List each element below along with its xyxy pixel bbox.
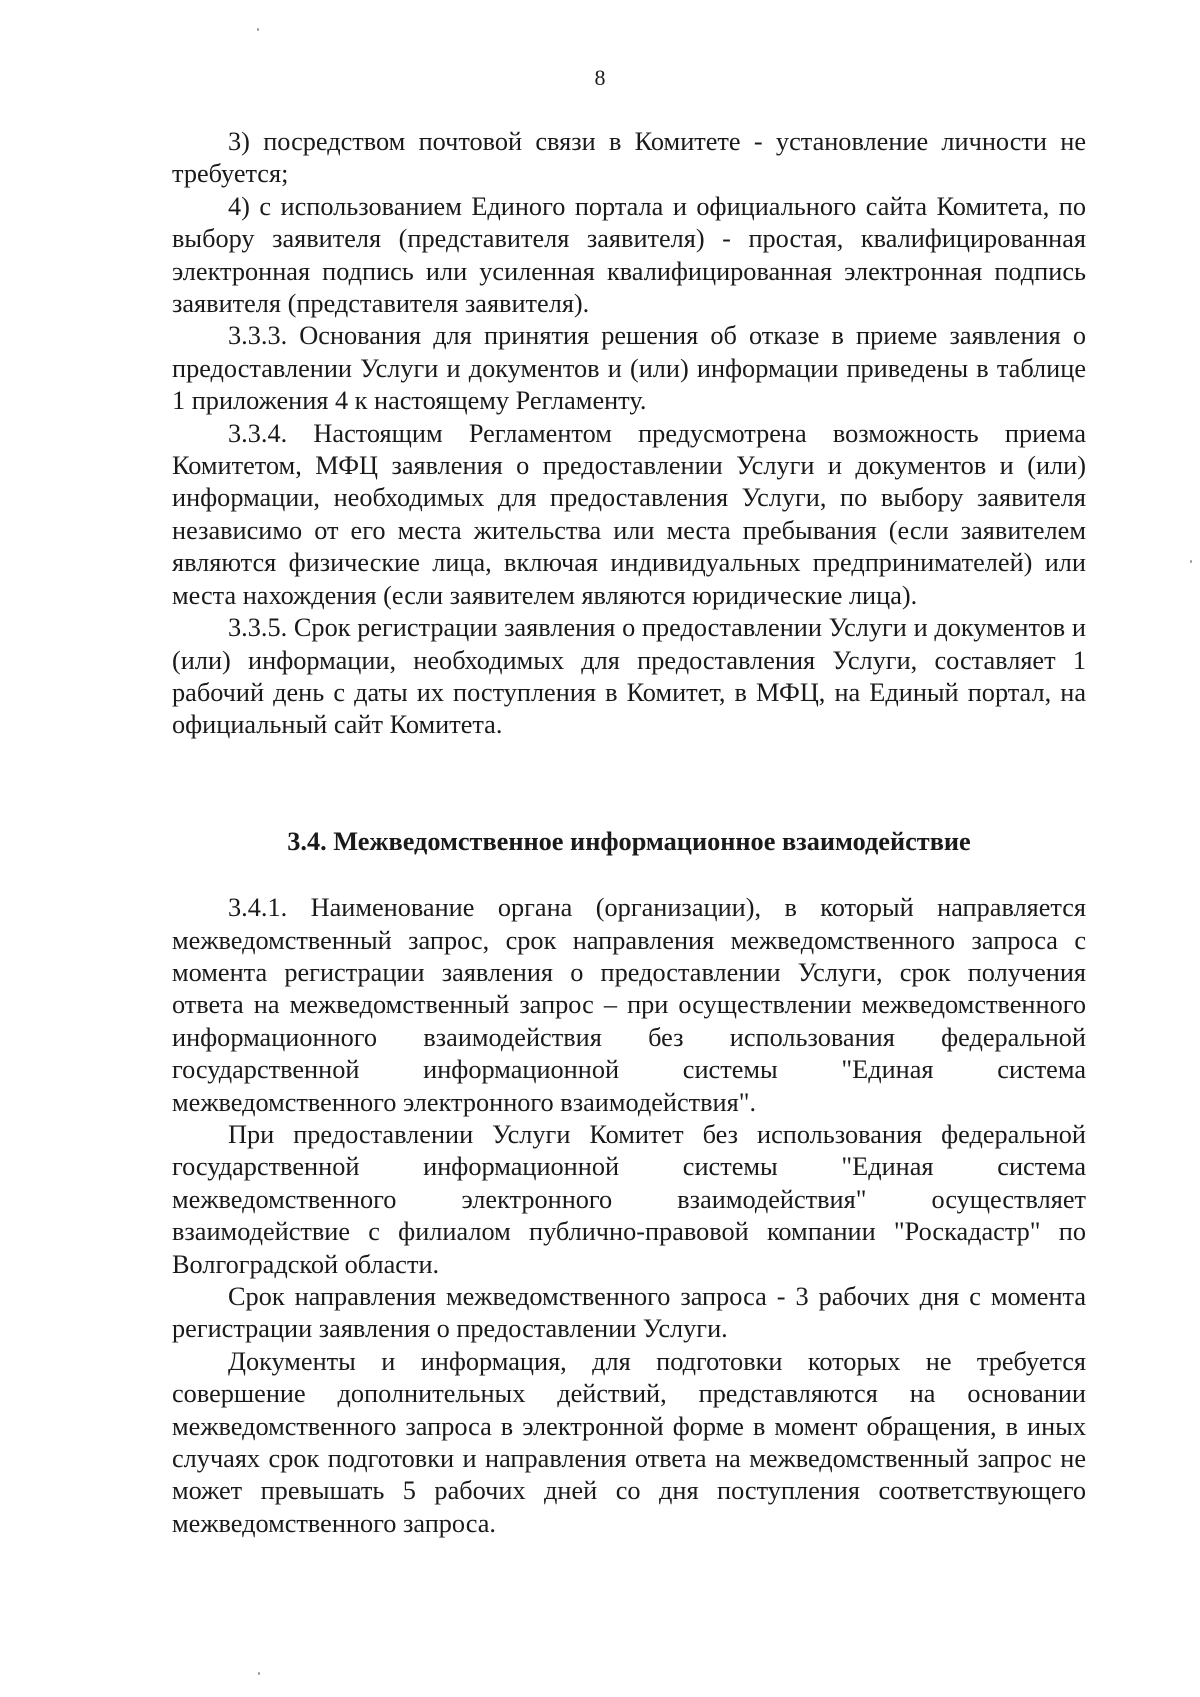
section-heading-3-4: 3.4. Межведомственное информационное взаимодействие xyxy=(287,826,971,856)
paragraph-roskadastr-interaction: При предоставлении Услуги Комитет без использования федеральной государственной информационной системы "Единая система межведомственного электронного взаимодействия" осуществляет взаимодействие с филиалом публично-правовой компании "Роскадастр" по Волгоградской области. xyxy=(172,1119,1086,1279)
scan-speck xyxy=(1190,560,1192,563)
scan-speck xyxy=(257,28,259,31)
paragraph-3-4-1: 3.4.1. Наименование органа (организации), в который направляется межведомственный запрос, срок направления межведомственного запроса с момента регистрации заявления о предоставлении Услуги, срок получения ответа на межведомственный запрос – при осуществлении межведомственного информационного взаимодействия без использования федеральной государственной информационной системы "Единая система межведомственного электронного взаимодействия". xyxy=(172,893,1086,1117)
document-body xyxy=(172,126,1086,1540)
paragraph-3-3-5: 3.3.5. Срок регистрации заявления о предоставлении Услуги и документов и (или) информации, необходимых для предоставления Услуги, составляет 1 рабочий день с даты их поступления в Комитет, в МФЦ, на Единый портал, на официальный сайт Комитета. xyxy=(172,613,1086,740)
paragraph-request-deadline: Срок направления межведомственного запроса - 3 рабочих дня с момента регистрации заявления о предоставлении Услуги. xyxy=(172,1282,1086,1344)
spacer xyxy=(172,742,1086,826)
paragraph-portal-signature: 4) с использованием Единого портала и официального сайта Комитета, по выбору заявителя (представителя заявителя) - простая, квалифицированная электронная подпись или усиленная квалифицированная электронная подпись заявителя (представителя заявителя). xyxy=(172,191,1086,319)
paragraph-3-3-4: 3.3.4. Настоящим Регламентом предусмотрена возможность приема Комитетом, МФЦ заявления о предоставлении Услуги и документов и (или) информации, необходимых для предоставления Услуги, по выбору заявителя независимо от его места жительства или места пребывания (если заявителем являются физические лица, включая индивидуальных предпринимателей) или места нахождения (если заявителем являются юридические лица). xyxy=(172,418,1086,610)
page-number: 8 xyxy=(594,65,606,90)
paragraph-postal-identification: 3) посредством почтовой связи в Комитете - установление личности не требуется; xyxy=(172,127,1086,189)
spacer xyxy=(172,858,1086,892)
paragraph-3-3-3: 3.3.3. Основания для принятия решения об отказе в приеме заявления о предоставлении Услуги и документов и (или) информации приведены в таблице 1 приложения 4 к настоящему Регламенту. xyxy=(172,321,1086,416)
paragraph-response-deadline: Документы и информация, для подготовки которых не требуется совершение дополнительных действий, представляются на основании межведомственного запроса в электронной форме в момент обращения, в иных случаях срок подготовки и направления ответа на межведомственный запрос не может превышать 5 рабочих дней со дня поступления соответствующего межведомственного запроса. xyxy=(172,1346,1086,1538)
scan-speck xyxy=(258,1672,260,1675)
